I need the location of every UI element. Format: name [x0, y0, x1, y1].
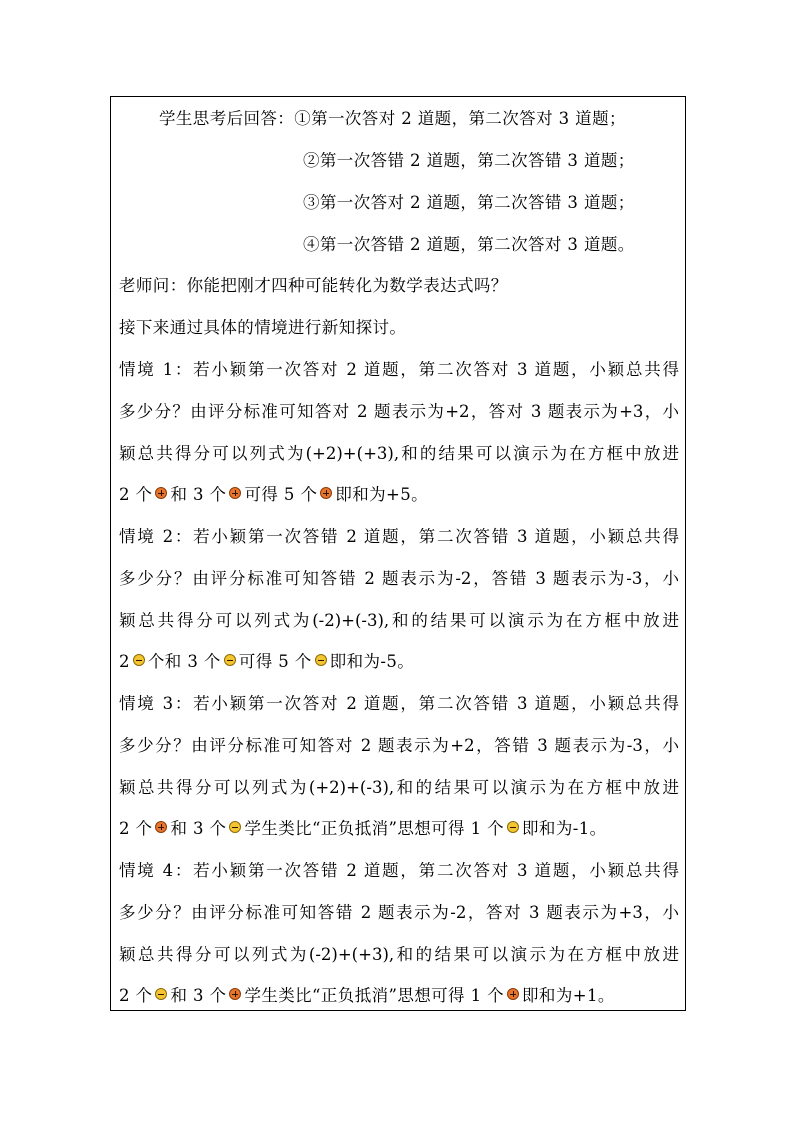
- scenario-4-line-2: 多少分？由评分标准可知答错 2 题表示为-2，答对 3 题表示为+3，小: [119, 903, 679, 922]
- positive-chip-icon: [229, 487, 241, 499]
- scenario-2-text-b: 个和 3 个: [147, 652, 221, 671]
- scenario-1-line-4: [119, 480, 679, 510]
- negative-chip-icon: [507, 821, 519, 833]
- scenario-4-line-1: 情境 4：若小颖第一次答错 2 道题，第二次答对 3 道题，小颖总共得: [119, 861, 679, 880]
- student-answer-line-2: ②第一次答错 2 道题，第二次答错 3 道题；: [303, 151, 635, 170]
- student-answer-line-1: 学生思考后回答：①第一次答对 2 道题，第二次答对 3 道题；: [159, 109, 626, 128]
- scenario-2-text-d: 即和为-5。: [329, 652, 415, 671]
- scenario-2-line-4: [119, 647, 679, 677]
- scenario-1-text-a: 2 个: [119, 485, 153, 504]
- scenario-3-text-c: 学生类比“正负抵消”思想可得 1 个: [244, 819, 505, 838]
- scenario-4-text-b: 和 3 个: [170, 986, 227, 1005]
- student-answer-line-4: ④第一次答错 2 道题，第二次答对 3 道题。: [303, 235, 635, 254]
- scenario-3-text-b: 和 3 个: [170, 819, 227, 838]
- negative-chip-icon: [133, 654, 145, 666]
- positive-chip-icon: [320, 487, 332, 499]
- scenario-3-line-2: 多少分？由评分标准可知答对 2 题表示为+2，答错 3 题表示为-3，小: [119, 736, 679, 755]
- scenario-3-text-a: 2 个: [119, 819, 153, 838]
- scenario-2-line-2: 多少分？由评分标准可知答错 2 题表示为-2，答错 3 题表示为-3，小: [119, 569, 679, 588]
- scenario-4-line-4: [119, 981, 679, 1011]
- scenario-2-line-1: 情境 2：若小颖第一次答错 2 道题，第二次答错 3 道题，小颖总共得: [119, 527, 679, 546]
- negative-chip-icon: [315, 654, 327, 666]
- lesson-content-box: [110, 96, 686, 1011]
- negative-chip-icon: [224, 654, 236, 666]
- scenario-4-line-3: 颖总共得分可以列式为(-2)+(+3),和的结果可以演示为在方框中放进: [119, 945, 679, 964]
- positive-chip-icon: [507, 988, 519, 1000]
- scenario-1-line-2: 多少分？由评分标准可知答对 2 题表示为+2，答对 3 题表示为+3，小: [119, 402, 679, 421]
- scenario-4-text-d: 即和为+1。: [522, 986, 615, 1005]
- positive-chip-icon: [155, 487, 167, 499]
- scenario-3-line-4: [119, 814, 679, 844]
- positive-chip-icon: [155, 821, 167, 833]
- transition-text: 接下来通过具体的情境进行新知探讨。: [119, 318, 407, 337]
- scenario-1-line-1: 情境 1：若小颖第一次答对 2 道题，第二次答对 3 道题，小颖总共得: [119, 360, 679, 379]
- student-answer-line-3: ③第一次答对 2 道题，第二次答错 3 道题；: [303, 193, 635, 212]
- positive-chip-icon: [229, 988, 241, 1000]
- scenario-3-text-d: 即和为-1。: [522, 819, 607, 838]
- scenario-2-text-c: 可得 5 个: [238, 652, 312, 671]
- scenario-1-text-b: 和 3 个: [170, 485, 227, 504]
- negative-chip-icon: [229, 821, 241, 833]
- scenario-4-text-a: 2 个: [119, 986, 153, 1005]
- scenario-2-text-a: 2: [119, 652, 130, 671]
- negative-chip-icon: [155, 988, 167, 1000]
- scenario-3-line-1: 情境 3：若小颖第一次答对 2 道题，第二次答错 3 道题，小颖总共得: [119, 694, 679, 713]
- scenario-4-text-c: 学生类比“正负抵消”思想可得 1 个: [244, 986, 505, 1005]
- scenario-3-line-3: 颖总共得分可以列式为(+2)+(-3),和的结果可以演示为在方框中放进: [119, 778, 679, 797]
- teacher-question: 老师问：你能把刚才四种可能转化为数学表达式吗？: [119, 276, 508, 295]
- scenario-1-text-c: 可得 5 个: [244, 485, 318, 504]
- scenario-2-line-3: 颖总共得分可以列式为(-2)+(-3),和的结果可以演示为在方框中放进: [119, 611, 679, 630]
- scenario-1-text-d: 即和为+5。: [335, 485, 429, 504]
- scenario-1-line-3: 颖总共得分可以列式为(+2)+(+3),和的结果可以演示为在方框中放进: [119, 444, 679, 463]
